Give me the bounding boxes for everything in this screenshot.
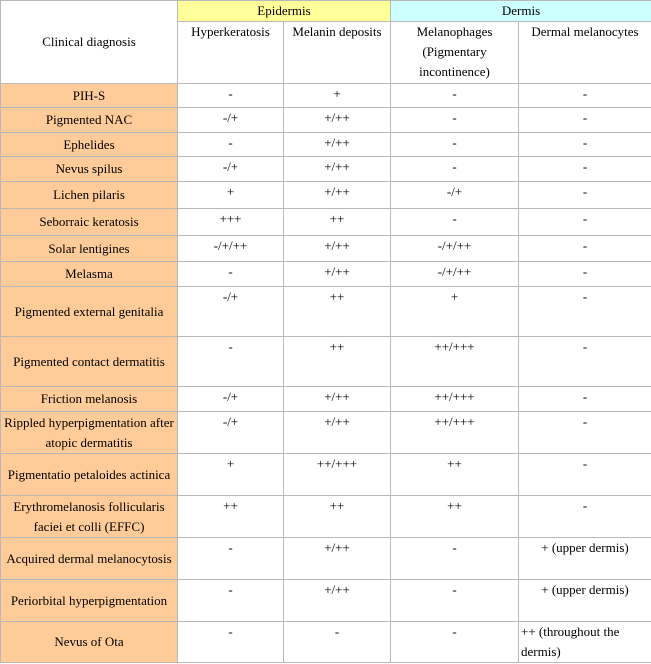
table-row — [1, 387, 651, 412]
melanophages-cell: ++ — [391, 496, 519, 538]
hyperkeratosis-cell: -/+ — [178, 157, 284, 182]
dermal-melanocytes-cell: - — [519, 387, 651, 412]
table-row — [1, 454, 651, 496]
hyperkeratosis-cell: - — [178, 84, 284, 108]
diagnosis-cell: Solar lentigines — [1, 236, 178, 262]
melanophages-cell: - — [391, 108, 519, 133]
header-group-dermis: Dermis — [391, 1, 651, 22]
melanin-deposits-cell: +/++ — [284, 580, 391, 622]
table-row — [1, 337, 651, 387]
melanin-deposits-cell: ++ — [284, 496, 391, 538]
header-melanin-deposits: Melanin deposits — [284, 22, 391, 84]
diagnosis-cell: Rippled hyperpigmentation after atopic dermatitis — [1, 412, 178, 454]
hyperkeratosis-cell: - — [178, 133, 284, 157]
melanophages-cell: + — [391, 287, 519, 337]
melanin-deposits-cell: +/++ — [284, 182, 391, 209]
diagnosis-cell: Pigmented NAC — [1, 108, 178, 133]
dermal-melanocytes-cell: - — [519, 454, 651, 496]
dermal-melanocytes-cell: ++ (throughout the dermis) — [519, 622, 651, 663]
hyperkeratosis-cell: -/+ — [178, 108, 284, 133]
table-row — [1, 496, 651, 538]
melanin-deposits-cell: +/++ — [284, 157, 391, 182]
diagnosis-cell: Pigmentatio petaloides actinica — [1, 454, 178, 496]
dermal-melanocytes-cell: - — [519, 287, 651, 337]
dermal-melanocytes-cell: - — [519, 84, 651, 108]
table-row — [1, 538, 651, 580]
table-row — [1, 287, 651, 337]
table-row — [1, 84, 651, 108]
melanin-deposits-cell: +/++ — [284, 236, 391, 262]
diagnosis-cell: Erythromelanosis follicularis faciei et colli (EFFC) — [1, 496, 178, 538]
header-hyperkeratosis: Hyperkeratosis — [178, 22, 284, 84]
melanophages-cell: - — [391, 538, 519, 580]
diagnosis-cell: Nevus spilus — [1, 157, 178, 182]
melanophages-cell: - — [391, 133, 519, 157]
header-clinical-diagnosis: Clinical diagnosis — [1, 1, 178, 84]
dermal-melanocytes-cell: - — [519, 182, 651, 209]
hyperkeratosis-cell: -/+ — [178, 387, 284, 412]
table-row — [1, 236, 651, 262]
table-row — [1, 622, 651, 663]
melanophages-cell: ++ — [391, 454, 519, 496]
melanophages-cell: - — [391, 84, 519, 108]
hyperkeratosis-cell: + — [178, 454, 284, 496]
diagnosis-cell: Acquired dermal melanocytosis — [1, 538, 178, 580]
melanin-deposits-cell: - — [284, 622, 391, 663]
diagnosis-cell: Pigmented contact dermatitis — [1, 337, 178, 387]
table-row — [1, 580, 651, 622]
dermal-melanocytes-cell: - — [519, 157, 651, 182]
hyperkeratosis-cell: - — [178, 262, 284, 287]
diagnosis-cell: Friction melanosis — [1, 387, 178, 412]
melanin-deposits-cell: +/++ — [284, 412, 391, 454]
dermal-melanocytes-cell: - — [519, 236, 651, 262]
dermal-melanocytes-cell: + (upper dermis) — [519, 580, 651, 622]
melanin-deposits-cell: ++ — [284, 209, 391, 236]
diagnosis-cell: Lichen pilaris — [1, 182, 178, 209]
melanin-deposits-cell: +/++ — [284, 387, 391, 412]
melanin-deposits-cell: ++ — [284, 287, 391, 337]
hyperkeratosis-cell: ++ — [178, 496, 284, 538]
table-row — [1, 157, 651, 182]
hyperkeratosis-cell: - — [178, 337, 284, 387]
dermal-melanocytes-cell: - — [519, 133, 651, 157]
melanophages-cell: - — [391, 209, 519, 236]
melanin-deposits-cell: ++ — [284, 337, 391, 387]
melanophages-cell: ++/+++ — [391, 387, 519, 412]
header-melanophages: Melanophages (Pigmentary incontinence) — [391, 22, 519, 84]
hyperkeratosis-cell: -/+/++ — [178, 236, 284, 262]
dermal-melanocytes-cell: - — [519, 108, 651, 133]
melanin-deposits-cell: ++/+++ — [284, 454, 391, 496]
melanin-deposits-cell: + — [284, 84, 391, 108]
hyperkeratosis-cell: - — [178, 580, 284, 622]
hyperkeratosis-cell: - — [178, 538, 284, 580]
dermal-melanocytes-cell: - — [519, 209, 651, 236]
table-row — [1, 182, 651, 209]
diagnosis-cell: PIH-S — [1, 84, 178, 108]
diagnosis-cell: Melasma — [1, 262, 178, 287]
melanophages-cell: - — [391, 157, 519, 182]
melanophages-cell: ++/+++ — [391, 412, 519, 454]
melanophages-cell: - — [391, 580, 519, 622]
dermal-melanocytes-cell: - — [519, 496, 651, 538]
melanophages-cell: -/+ — [391, 182, 519, 209]
hyperkeratosis-cell: -/+ — [178, 412, 284, 454]
diagnosis-cell: Ephelides — [1, 133, 178, 157]
melanophages-cell: -/+/++ — [391, 262, 519, 287]
diagnosis-cell: Nevus of Ota — [1, 622, 178, 663]
table-row — [1, 133, 651, 157]
hyperkeratosis-cell: +++ — [178, 209, 284, 236]
table-row — [1, 412, 651, 454]
diagnosis-cell: Seborraic keratosis — [1, 209, 178, 236]
table-row — [1, 262, 651, 287]
diagnosis-cell: Pigmented external genitalia — [1, 287, 178, 337]
hyperkeratosis-cell: - — [178, 622, 284, 663]
header-dermal-melanocytes: Dermal melanocytes — [519, 22, 651, 84]
melanin-deposits-cell: +/++ — [284, 538, 391, 580]
melanophages-cell: -/+/++ — [391, 236, 519, 262]
dermal-melanocytes-cell: - — [519, 337, 651, 387]
dermal-melanocytes-cell: - — [519, 412, 651, 454]
table-row — [1, 108, 651, 133]
melanophages-cell: ++/+++ — [391, 337, 519, 387]
table-row — [1, 209, 651, 236]
hyperkeratosis-cell: -/+ — [178, 287, 284, 337]
dermal-melanocytes-cell: - — [519, 262, 651, 287]
melanin-deposits-cell: +/++ — [284, 108, 391, 133]
header-group-epidermis: Epidermis — [178, 1, 391, 22]
dermal-melanocytes-cell: + (upper dermis) — [519, 538, 651, 580]
melanin-deposits-cell: +/++ — [284, 262, 391, 287]
diagnosis-cell: Periorbital hyperpigmentation — [1, 580, 178, 622]
melanin-deposits-cell: +/++ — [284, 133, 391, 157]
melanophages-cell: - — [391, 622, 519, 663]
hyperkeratosis-cell: + — [178, 182, 284, 209]
